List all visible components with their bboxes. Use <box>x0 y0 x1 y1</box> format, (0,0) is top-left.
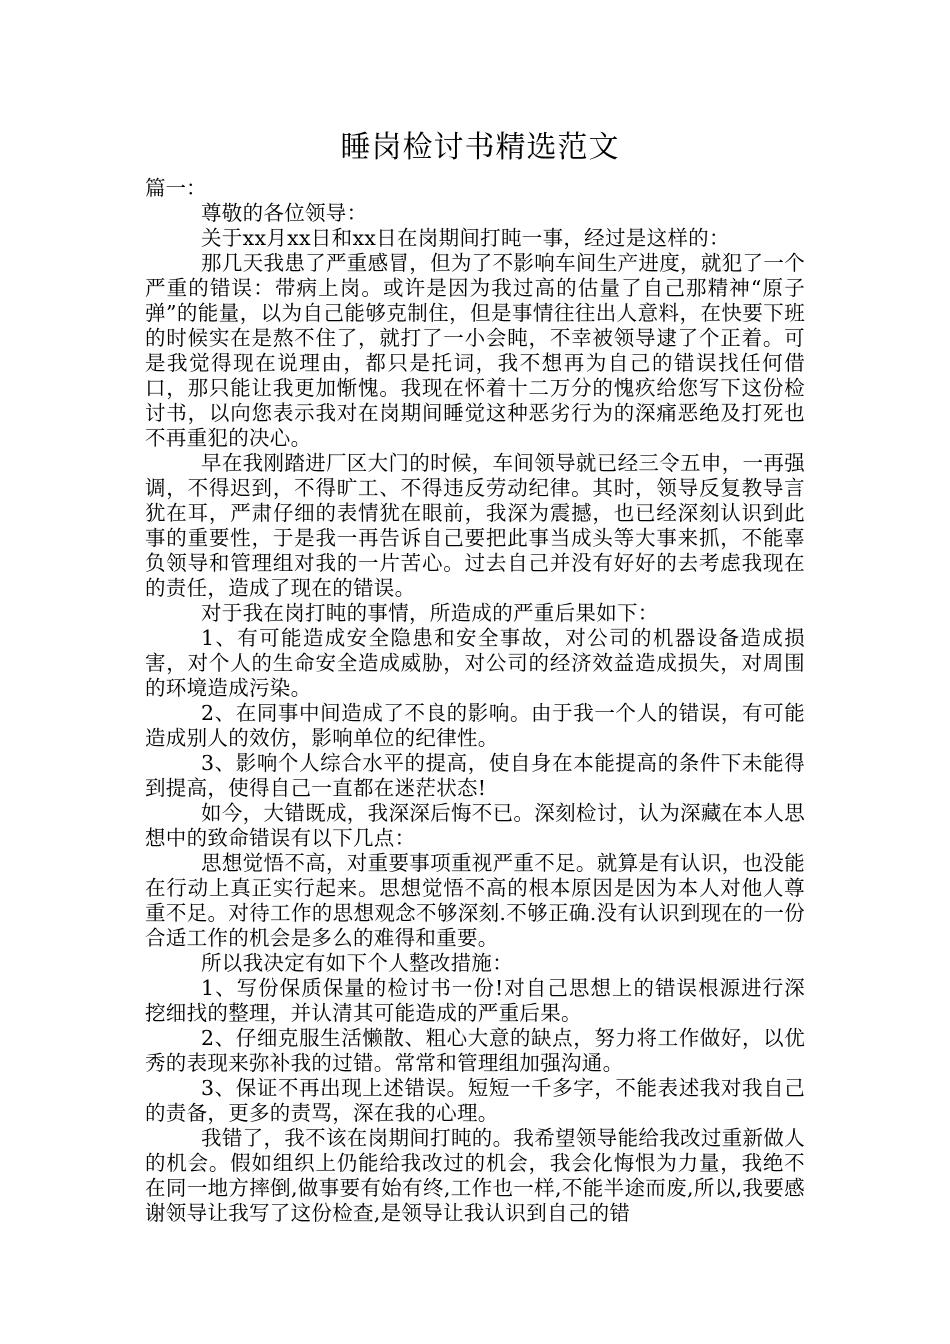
paragraph: 思想觉悟不高，对重要事项重视严重不足。就算是有认识，也没能在行动上真正实行起来。思想觉悟不高的根本原因是因为本人对他人尊重不足。对待工作的思想观念不够深刻.不够正确.没有认识到现在的一份合适工作的机会是多么的难得和重要。 <box>145 851 805 950</box>
paragraph: 所以我决定有如下个人整改措施： <box>201 951 513 975</box>
paragraph-salutation: 尊敬的各位领导： <box>201 201 368 225</box>
paragraph: 早在我刚踏进厂区大门的时候，车间领导就已经三令五申，一再强调，不得迟到，不得旷工、不得违反劳动纪律。其时，领导反复教导言犹在耳，严肃仔细的表情犹在眼前，我深为震撼，也已经深刻认识到此事的重要性，于是我一再告诉自己要把此事当成头等大事来抓，不能辜负领导和管理组对我的一片苦心。过去自己并没有好好的去考虑我现在的责任，造成了现在的错误。 <box>145 451 805 600</box>
paragraph: 我错了，我不该在岗期间打盹的。我希望领导能给我改过重新做人的机会。假如组织上仍能给我改过的机会，我会化悔恨为力量，我绝不在同一地方摔倒,做事要有始有终,工作也一样,不能半途而废,所以,我要感谢领导让我写了这份检查,是领导让我认识到自己的错 <box>145 1126 805 1225</box>
list-item: 2、仔细克服生活懒散、粗心大意的缺点，努力将工作做好，以优秀的表现来弥补我的过错。常常和管理组加强沟通。 <box>145 1026 805 1075</box>
section-label: 篇一： <box>145 176 207 200</box>
list-item: 3、保证不再出现上述错误。短短一千多字，不能表述我对我自己的责备，更多的责骂，深在我的心理。 <box>145 1076 805 1125</box>
paragraph: 关于xx月xx日和xx日在岗期间打盹一事，经过是这样的： <box>201 226 730 250</box>
document-title: 睡岗检讨书精选范文 <box>340 130 620 165</box>
list-item: 1、写份保质保量的检讨书一份!对自己思想上的错误根源进行深挖细找的整理，并认清其可能造成的严重后果。 <box>145 976 805 1025</box>
document-page <box>145 128 805 1226</box>
paragraph: 如今，大错既成，我深深后悔不已。深刻检讨，认为深藏在本人思想中的致命错误有以下几点： <box>145 801 805 850</box>
paragraph: 对于我在岗打盹的事情，所造成的严重后果如下： <box>201 601 659 625</box>
list-item: 2、在同事中间造成了不良的影响。由于我一个人的错误，有可能造成别人的效仿，影响单位的纪律性。 <box>145 701 805 750</box>
paragraph: 那几天我患了严重感冒，但为了不影响车间生产进度，就犯了一个严重的错误：带病上岗。或许是因为我过高的估量了自己那精神“原子弹”的能量，以为自己能够克制住，但是事情往往出人意料，在快要下班的时候实在是熬不住了，就打了一小会盹，不幸被领导逮了个正着。可是我觉得现在说理由，都只是托词，我不想再为自己的错误找任何借口，那只能让我更加惭愧。我现在怀着十二万分的愧疚给您写下这份检讨书，以向您表示我对在岗期间睡觉这种恶劣行为的深痛恶绝及打死也不再重犯的决心。 <box>145 251 805 450</box>
list-item: 1、有可能造成安全隐患和安全事故，对公司的机器设备造成损害，对个人的生命安全造成威胁，对公司的经济效益造成损失，对周围的环境造成污染。 <box>145 626 805 700</box>
list-item: 3、影响个人综合水平的提高，使自身在本能提高的条件下未能得到提高，使得自己一直都在迷茫状态! <box>145 751 805 800</box>
